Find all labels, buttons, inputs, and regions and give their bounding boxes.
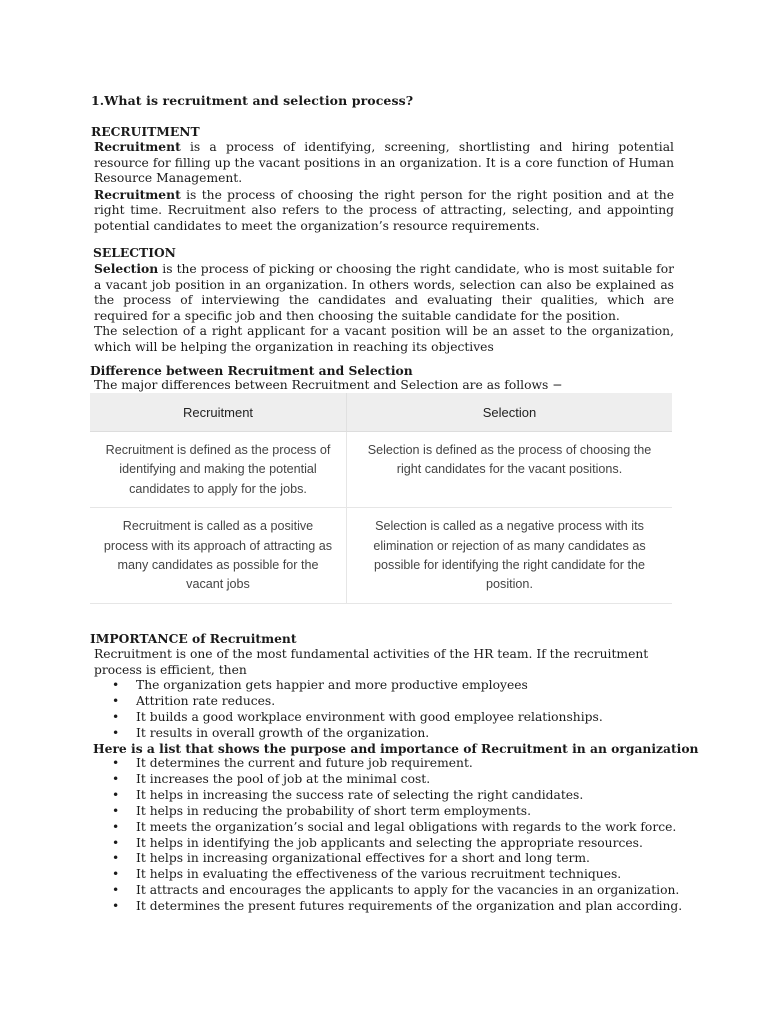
list-item: • Attrition rate reduces. xyxy=(112,694,603,710)
list-item: • It attracts and encourages the applicants to apply for the vacancies in an organization. xyxy=(112,883,682,899)
purpose-bullet-list xyxy=(112,756,682,915)
list-item: • It helps in reducing the probability of short term employments. xyxy=(112,804,682,820)
selection-heading: SELECTION xyxy=(93,245,176,260)
list-item: • It builds a good workplace environment with good employee relationships. xyxy=(112,710,603,726)
difference-table xyxy=(90,393,672,604)
table-row xyxy=(90,508,672,604)
selection-paragraph-2: The selection of a right applicant for a vacant position will be an asset to the organization, which will be helping the organization in reaching its objectives xyxy=(94,324,674,354)
list-item: • It results in overall growth of the organization. xyxy=(112,726,603,742)
importance-intro: Recruitment is one of the most fundamental activities of the HR team. If the recruitment process is efficient, then xyxy=(94,647,649,677)
table-row xyxy=(90,432,672,508)
selection-paragraph-1 xyxy=(94,261,674,324)
importance-heading: IMPORTANCE of Recruitment xyxy=(90,631,297,646)
table-cell: Recruitment is defined as the process of identifying and making the potential candidates to apply for the jobs. xyxy=(90,432,347,508)
paragraph-text: is the process of choosing the right person for the right position and at the right time. Recruitment also refers to the process of attracting, selecting, and appointing potential candidates to meet the organization’s resource requirements. xyxy=(94,187,674,233)
term: Recruitment xyxy=(94,139,181,154)
list-item: • It helps in increasing the success rate of selecting the right candidates. xyxy=(112,788,682,804)
list-item: • It determines the current and future job requirement. xyxy=(112,756,682,772)
list-item: • It helps in evaluating the effectiveness of the various recruitment techniques. xyxy=(112,867,682,883)
paragraph-text: is the process of picking or choosing the right candidate, who is most suitable for a vacant job position in an organization. In others words, selection can also be explained as the process of interviewing the candidates and evaluating their qualities, which are required for a specific job and then choosing the suitable candidate for the position. xyxy=(94,262,674,323)
difference-heading: Difference between Recruitment and Selection xyxy=(90,363,413,378)
column-header-selection: Selection xyxy=(347,393,673,432)
term: Recruitment xyxy=(94,186,181,202)
list-item: • The organization gets happier and more productive employees xyxy=(112,678,603,694)
table-header-row xyxy=(90,393,672,432)
recruitment-heading: RECRUITMENT xyxy=(91,124,200,139)
table-cell: Recruitment is called as a positive process with its approach of attracting as many candidates as possible for the vacant jobs xyxy=(90,508,347,604)
recruitment-paragraph-1 xyxy=(94,139,674,187)
table-cell: Selection is defined as the process of choosing the right candidates for the vacant positions. xyxy=(347,432,673,508)
recruitment-definition xyxy=(94,139,674,235)
purpose-list-heading: Here is a list that shows the purpose and importance of Recruitment in an organization xyxy=(93,741,699,756)
paragraph-text: is a process of identifying, screening, shortlisting and hiring potential resource for filling up the vacant positions in an organization. It is a core function of Human Resource Management. xyxy=(94,140,674,186)
list-item: • It meets the organization’s social and legal obligations with regards to the work force. xyxy=(112,820,682,836)
recruitment-paragraph-2 xyxy=(94,187,674,235)
term: Selection xyxy=(94,261,159,276)
list-item: • It helps in identifying the job applicants and selecting the appropriate resources. xyxy=(112,836,682,852)
list-item: • It helps in increasing organizational effectives for a short and long term. xyxy=(112,851,682,867)
column-header-recruitment: Recruitment xyxy=(90,393,347,432)
selection-definition xyxy=(94,261,674,356)
importance-bullet-list xyxy=(112,678,603,742)
difference-intro: The major differences between Recruitment and Selection are as follows − xyxy=(94,378,563,392)
question-title: 1.What is recruitment and selection process? xyxy=(91,93,414,108)
table-cell: Selection is called as a negative process with its elimination or rejection of as many candidates as possible for identifying the right candidate for the position. xyxy=(347,508,673,604)
list-item: • It determines the present futures requirements of the organization and plan according. xyxy=(112,899,682,915)
list-item: • It increases the pool of job at the minimal cost. xyxy=(112,772,682,788)
